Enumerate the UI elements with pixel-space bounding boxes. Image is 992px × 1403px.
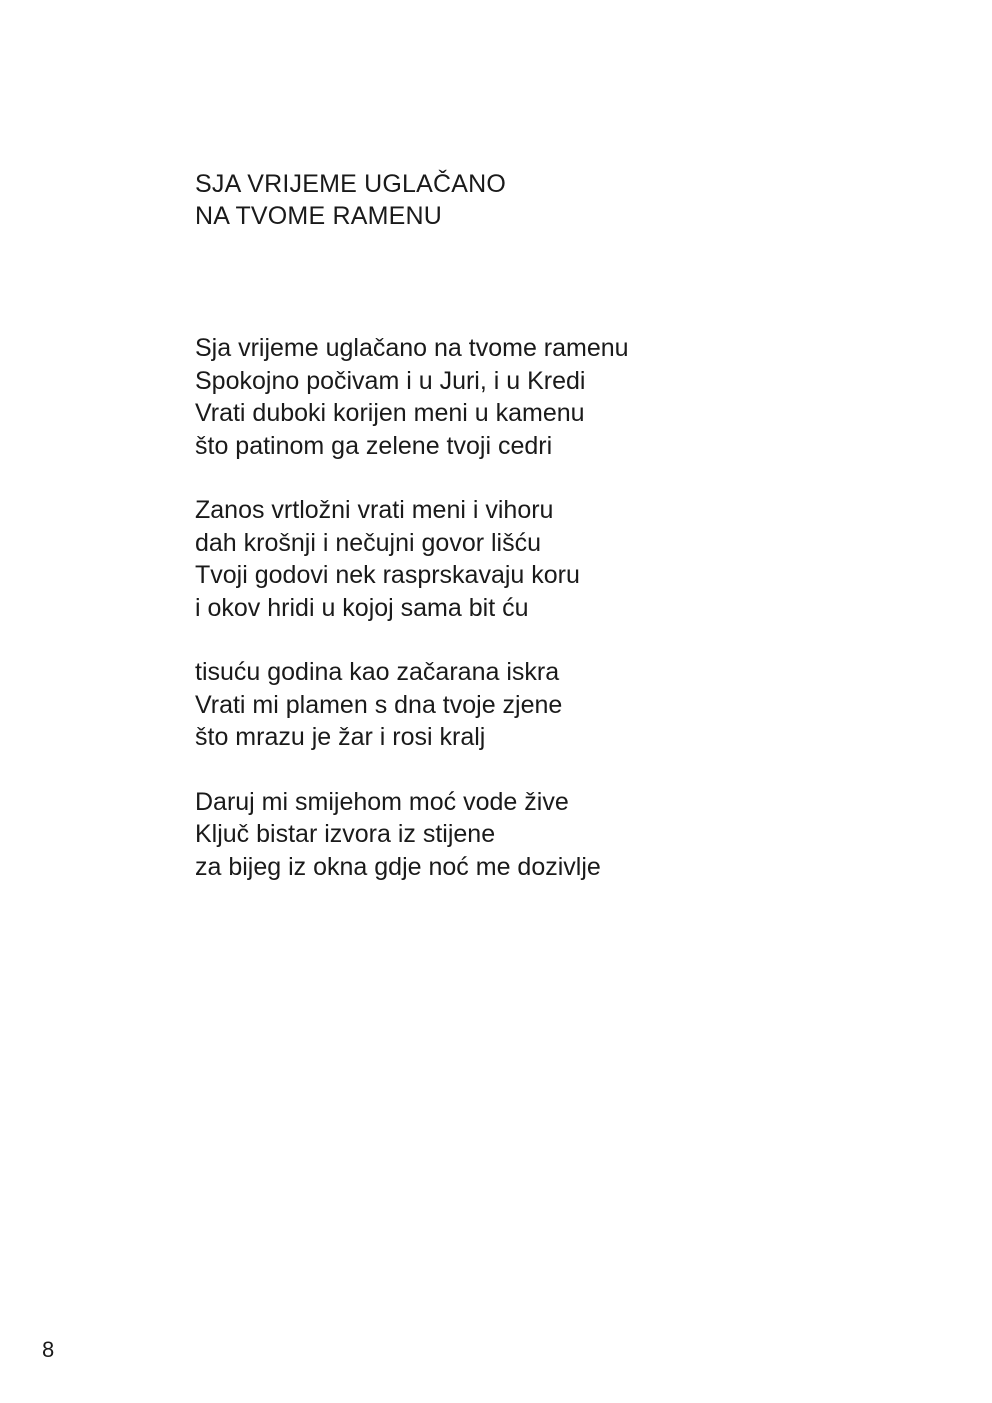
poem-title-line-1: SJA VRIJEME UGLAČANO (195, 170, 507, 198)
verse-line: tisuću godina kao začarana iskra (195, 658, 560, 686)
verse-line: što patinom ga zelene tvoji cedri (195, 431, 553, 460)
poem-title-line-2: NA TVOME RAMENU (195, 202, 443, 230)
verse-line: Zanos vrtložni vrati meni i vihoru (195, 496, 554, 524)
verse-line: i okov hridi u kojoj sama bit ću (195, 593, 529, 622)
poem-body (195, 332, 629, 915)
verse-line: za bijeg iz okna gdje noć me dozivlje (195, 852, 601, 881)
poem-title (195, 168, 506, 232)
stanza-4 (195, 786, 629, 884)
verse-line: Sja vrijeme uglačano na tvome ramenu (195, 334, 629, 362)
verse-line: što mrazu je žar i rosi kralj (195, 723, 486, 751)
verse-line: Vrati duboki korijen meni u kamenu (195, 399, 585, 427)
stanza-1 (195, 332, 629, 462)
verse-line: Tvoji godovi nek rasprskavaju koru (195, 561, 580, 589)
stanza-2 (195, 494, 629, 624)
verse-line: dah krošnji i nečujni govor lišću (195, 528, 542, 557)
verse-line: Spokojno počivam i u Juri, i u Kredi (195, 366, 586, 395)
verse-line: Ključ bistar izvora iz stijene (195, 820, 496, 848)
verse-line: Vrati mi plamen s dna tvoje zjene (195, 690, 563, 719)
verse-line: Daruj mi smijehom moć vode žive (195, 787, 569, 816)
page-number: 8 (42, 1337, 55, 1362)
stanza-3 (195, 656, 629, 754)
